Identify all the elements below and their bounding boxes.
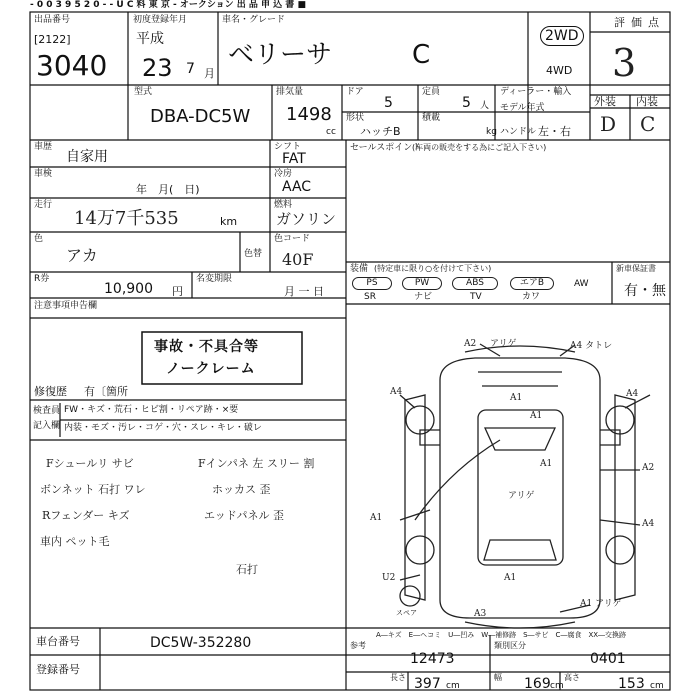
registration-month-unit: 月 (204, 67, 215, 80)
damage-mark: U2 (382, 573, 396, 583)
mileage: 14万7千535 (74, 208, 179, 229)
damage-mark: A4 (642, 519, 655, 529)
color-change-label: 色替 (244, 249, 263, 259)
doors: 5 (384, 95, 393, 111)
history-label: 車歴 (34, 142, 53, 152)
chassis-label: 車台番号 (36, 635, 80, 648)
sales-point-label: セールスポイント (350, 143, 422, 153)
header-banner: - 0 0 3 9 5 2 0 - - U C 料 東 京 - オークション 出 品 申 込 書 ■ (30, 0, 306, 10)
width-unit: cm (550, 681, 564, 691)
damage-mark: A1 (504, 573, 517, 583)
cc-unit: cc (326, 127, 336, 137)
length-label: 長さ (390, 673, 406, 682)
model-label: 車名・グレード (222, 15, 286, 25)
lot-code: [2122] (34, 33, 71, 46)
damage-legend: A―キズ E―ヘコミ U―凹み W―補修跡 S―サビ C―腐食 XX―交換跡 (376, 631, 627, 639)
kg-unit: kg (486, 127, 497, 137)
damage-mark: A1 (530, 411, 543, 421)
equip-ps: PS (352, 277, 392, 290)
damage-mark: アリゲ (508, 491, 535, 501)
notes-label: 注意事項申告欄 (34, 301, 98, 311)
handwritten-note: Fインパネ 左 スリー 割 (198, 457, 315, 470)
damage-mark: A4 (626, 389, 639, 399)
model-type: DBA-DC5W (150, 106, 251, 127)
equip-abs: ABS (452, 277, 498, 290)
lot-number: 3040 (36, 49, 108, 82)
body-shape: ハッチB (360, 125, 401, 138)
class-number: 0401 (590, 651, 626, 667)
handwritten-note: 車内 ペット毛 (40, 535, 110, 548)
inspector-label-2: 記入欄 (33, 421, 61, 431)
weight-label: 積載 (422, 113, 441, 123)
damage-mark: A1 (540, 459, 553, 469)
equip-aw: AW (574, 279, 589, 289)
left-side-panel (405, 395, 425, 600)
lot-label: 出品番号 (34, 15, 71, 25)
repair-value: 有〔箇所 (84, 385, 128, 398)
name-change-label: 名変期限 (196, 274, 233, 284)
new-warranty: 有・無 (624, 283, 666, 299)
aircon-label: 冷房 (274, 169, 293, 179)
repair-label: 修復歴 (34, 385, 67, 398)
damage-mark: A4 タトレ (570, 341, 613, 351)
recycle-fee: 10,900 (104, 281, 153, 297)
registration-year: 23 (142, 54, 173, 82)
damage-mark: A4 (390, 387, 403, 397)
handle-label: ハンドル (500, 127, 537, 137)
fuel: ガソリン (276, 210, 337, 228)
color-code-label: 色コード (274, 234, 311, 244)
km-unit: km (220, 215, 238, 228)
shift-label: シフト (274, 142, 302, 152)
equipment-label: 装備 (350, 264, 369, 274)
notes-stamp-line2: ノークレーム (166, 361, 256, 377)
ref-number: 12473 (410, 651, 455, 667)
model-year-label: モデル年式 (500, 103, 545, 113)
displacement: 1498 (286, 104, 332, 125)
spare-label: スペア (396, 609, 417, 617)
sales-point-note: (车両の販売をする為にご記入下さい) (412, 143, 547, 152)
drive-2wd: 2WD (540, 26, 584, 46)
wheel-rear-right (606, 536, 634, 564)
equip-tv: TV (470, 292, 482, 302)
exterior-grade: D (600, 112, 617, 136)
handwritten-note: Fシュールリ サビ (46, 457, 134, 470)
equip-navi: ナビ (414, 292, 433, 302)
damage-mark: A2 (642, 463, 655, 473)
damage-mark: A1 アリゲ (580, 599, 622, 609)
equipment-note: (特定車に限り○を付けて下さい) (374, 264, 492, 273)
damage-mark: アリゲ (490, 339, 517, 349)
damage-mark: A3 (474, 609, 487, 619)
handwritten-note: 石打 (236, 563, 258, 576)
registration-label: 初度登録年月 (133, 15, 188, 25)
height-value: 153 (618, 676, 645, 692)
interior-label: 内装 (636, 95, 658, 108)
recycle-label: R券 (34, 274, 50, 284)
equip-leather: カワ (522, 292, 541, 302)
rear-window (484, 540, 556, 560)
body-label: 形状 (346, 113, 365, 123)
handle: 左・右 (538, 125, 571, 138)
displacement-label: 排気量 (276, 87, 304, 97)
history-value: 自家用 (66, 149, 108, 165)
handwritten-note: ホッカス 歪 (212, 483, 271, 496)
equip-sr: SR (364, 292, 376, 302)
fuel-label: 燃料 (274, 200, 293, 210)
dealer-label: ディーラー・輸入 (500, 87, 572, 97)
windshield (485, 428, 555, 450)
length-unit: cm (446, 681, 460, 691)
registration-era: 平成 (136, 31, 164, 47)
damage-mark: A1 (510, 393, 523, 403)
interior-grade: C (640, 112, 656, 136)
capacity-unit: 人 (480, 101, 490, 111)
damage-mark: A1 (370, 513, 383, 523)
inspection-row-1: FW・キズ・荒石・ヒビ割・リペア跡・×要 (64, 405, 239, 415)
color-label: 色 (34, 234, 44, 244)
rating-score: 3 (612, 41, 637, 85)
inspection-row-2: 内装・モズ・汚レ・コゲ・穴・スレ・キレ・破レ (64, 423, 262, 433)
length-value: 397 (414, 676, 441, 692)
wheel-rear-left (406, 536, 434, 564)
width-label: 幅 (494, 673, 502, 682)
notes-stamp-line1: 事故・不具合等 (154, 339, 259, 355)
right-side-panel (615, 395, 635, 600)
chassis-number: DC5W-352280 (150, 635, 252, 651)
class-label: 類別区分 (494, 641, 526, 650)
model-name: ベリーサ (228, 40, 333, 70)
aircon: AAC (282, 179, 312, 195)
rating-label: 評価点 (614, 16, 665, 29)
damage-mark: A2 (464, 339, 477, 349)
shift: FAT (282, 151, 306, 167)
registration-month: 7 (186, 61, 195, 77)
ref-label: 参考 (350, 641, 366, 650)
registration-number-label: 登録番号 (36, 663, 80, 676)
name-change: 月 一 日 (284, 285, 324, 298)
equip-airbag: エアB (510, 277, 554, 290)
handwritten-note: ボンネット 石打 ワレ (40, 483, 146, 496)
handwritten-note: Rフェンダー キズ (42, 509, 130, 522)
exterior-label: 外装 (594, 95, 616, 108)
doors-label: ドア (346, 87, 364, 97)
type-label: 型式 (134, 87, 153, 97)
equip-pw: PW (402, 277, 442, 290)
capacity: 5 (462, 95, 471, 111)
inspector-label-1: 検査員 (33, 406, 61, 416)
new-warranty-label: 新車保証書 (616, 264, 656, 273)
model-grade: C (412, 40, 431, 70)
width-value: 169 (524, 676, 551, 692)
inspection-date: 年 月( 日) (136, 183, 200, 196)
color-code: 40F (282, 250, 314, 269)
inspection-label: 車検 (34, 169, 53, 179)
yen-unit: 円 (172, 285, 183, 298)
color: アカ (66, 246, 98, 265)
height-unit: cm (650, 681, 664, 691)
handwritten-note: エッドパネル 歪 (204, 509, 285, 522)
height-label: 高さ (564, 673, 580, 682)
capacity-label: 定員 (422, 87, 441, 97)
drive-4wd: 4WD (546, 64, 573, 77)
mileage-label: 走行 (34, 200, 53, 210)
